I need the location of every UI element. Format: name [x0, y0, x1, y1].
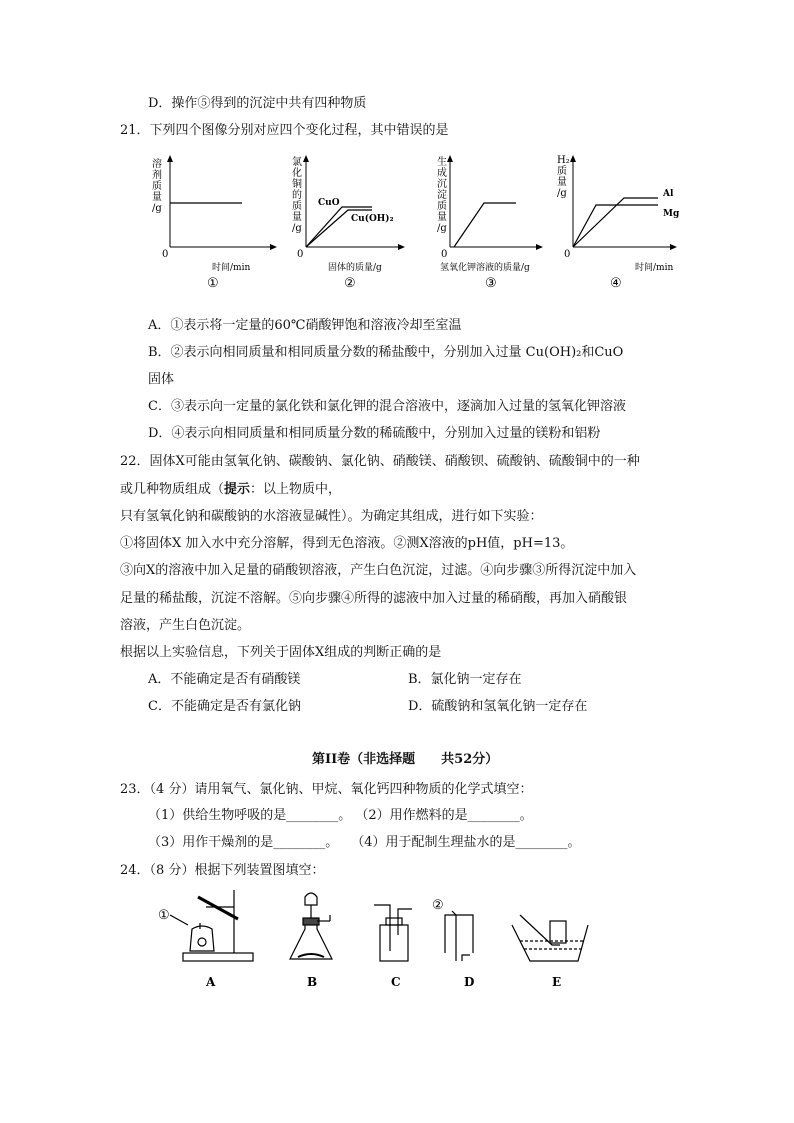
q22-line-6: 足量的稀盐酸，沉淀不溶解。⑤向步骤④所得的滤液中加入过量的稀硝酸，再加入硝酸银 [120, 591, 628, 606]
q22-option-c: C．不能确定是否有氯化钠 [148, 699, 301, 714]
graph-2-origin: 0 [297, 249, 304, 260]
q22-line-2: 或几种物质组成（提示：以上物质中， [120, 482, 342, 497]
apparatus-c [374, 905, 412, 961]
label-b: B [307, 975, 318, 989]
graph-4-number: ④ [610, 276, 622, 291]
q22-option-a: A．不能确定是否有硝酸镁 [148, 672, 301, 687]
graph-4-origin: 0 [564, 249, 571, 260]
graph-1-xlabel: 时间/min [212, 263, 251, 273]
graph-2-series-cuo: CuO [318, 198, 340, 208]
q22-option-d: D．硫酸钠和氢氧化钠一定存在 [408, 699, 588, 714]
apparatus-b [290, 893, 332, 959]
q21-option-b-cont: 固体 [148, 372, 175, 387]
graph-3-ylabel: 生成沉淀质量/g [437, 157, 447, 234]
graph-2-ylabel: 氯化铜的质量/g [292, 157, 302, 234]
graph-1-number: ① [207, 276, 219, 291]
marker-1: ① [158, 908, 170, 923]
q21-option-b: B．②表示向相同质量和相同质量分数的稀盐酸中，分别加入过量 Cu(OH)₂和CuO [148, 345, 624, 360]
apparatus-d [432, 898, 473, 961]
graph-3-xlabel: 氢氧化钾溶液的质量/g [440, 263, 530, 273]
label-a: A [206, 975, 216, 989]
q20-option-d: D．操作⑤得到的沉淀中共有四种物质 [148, 96, 367, 111]
graph-2-xlabel: 固体的质量/g [328, 263, 382, 273]
graph-3-origin: 0 [441, 249, 448, 260]
hint-label: 提示 [224, 482, 251, 497]
q23-line-1: （1）供给生物呼吸的是________。 （2）用作燃料的是________。 [148, 808, 533, 823]
q22-line-3: 只有氢氧化钠和碳酸钠的水溶液显碱性）。为确定其组成，进行如下实验： [120, 509, 543, 524]
q22-line-1: 22．固体X可能由氢氧化钠、碳酸钠、氯化钠、硝酸镁、硝酸钡、硫酸钠、硫酸铜中的一种 [120, 454, 640, 469]
graph-4-ylabel: H₂ 质量/g [557, 155, 570, 199]
q21-option-d: D．④表示向相同质量和相同质量分数的稀硫酸中，分别加入过量的镁粉和铝粉 [148, 426, 601, 441]
graph-2-series-cuoh2: Cu(OH)₂ [351, 214, 394, 224]
marker-2: ② [432, 898, 444, 913]
graph-3-number: ③ [485, 276, 497, 291]
label-e: E [552, 975, 562, 989]
q21-graphs [0, 145, 794, 295]
q22-line-5: ③向X的溶液中加入足量的硝酸钡溶液，产生白色沉淀，过滤。④向步骤③所得沉淀中加入 [120, 563, 637, 578]
q21-option-a: A．①表示将一定量的60℃硝酸钾饱和溶液冷却至室温 [148, 318, 462, 333]
q21-stem: 21．下列四个图像分别对应四个变化过程，其中错误的是 [120, 123, 449, 138]
graph-4-series-al: Al [663, 189, 674, 199]
q22-option-b: B．氯化钠一定存在 [408, 672, 522, 687]
graph-4 [557, 155, 680, 291]
q22-line-4: ①将固体X 加入水中充分溶解，得到无色溶液。②测X溶液的pH值，pH=13。 [120, 536, 574, 551]
apparatus-e [512, 915, 588, 961]
graph-3 [437, 155, 543, 291]
q24-stem: 24．（8 分）根据下列装置图填空： [120, 863, 325, 878]
q21-option-c: C．③表示向一定量的氯化铁和氯化钾的混合溶液中，逐滴加入过量的氢氧化钾溶液 [148, 399, 626, 414]
label-d: D [464, 975, 475, 989]
q22-line-8: 根据以上实验信息，下列关于固体X组成的判断正确的是 [120, 645, 442, 660]
graph-1 [152, 155, 277, 291]
q23-stem: 23．（4 分）请用氧气、氯化钠、甲烷、氧化钙四种物质的化学式填空： [120, 782, 533, 797]
graph-4-series-mg: Mg [663, 209, 680, 219]
graph-2-number: ② [344, 276, 356, 291]
graph-1-ylabel: 溶剂质量/g [152, 159, 162, 214]
q24-apparatus [0, 885, 794, 995]
graph-4-xlabel: 时间/min [635, 263, 674, 273]
graph-1-origin: 0 [162, 249, 169, 260]
q22-line-7: 溶液，产生白色沉淀。 [120, 618, 251, 633]
label-c: C [391, 975, 401, 989]
q23-line-2: （3）用作干燥剂的是________。 （4）用于配制生理盐水的是________。 [148, 835, 581, 850]
apparatus-a [158, 890, 253, 961]
section-2-title: 第II卷（非选择题 共52分） [312, 752, 499, 767]
graph-2 [292, 155, 405, 291]
